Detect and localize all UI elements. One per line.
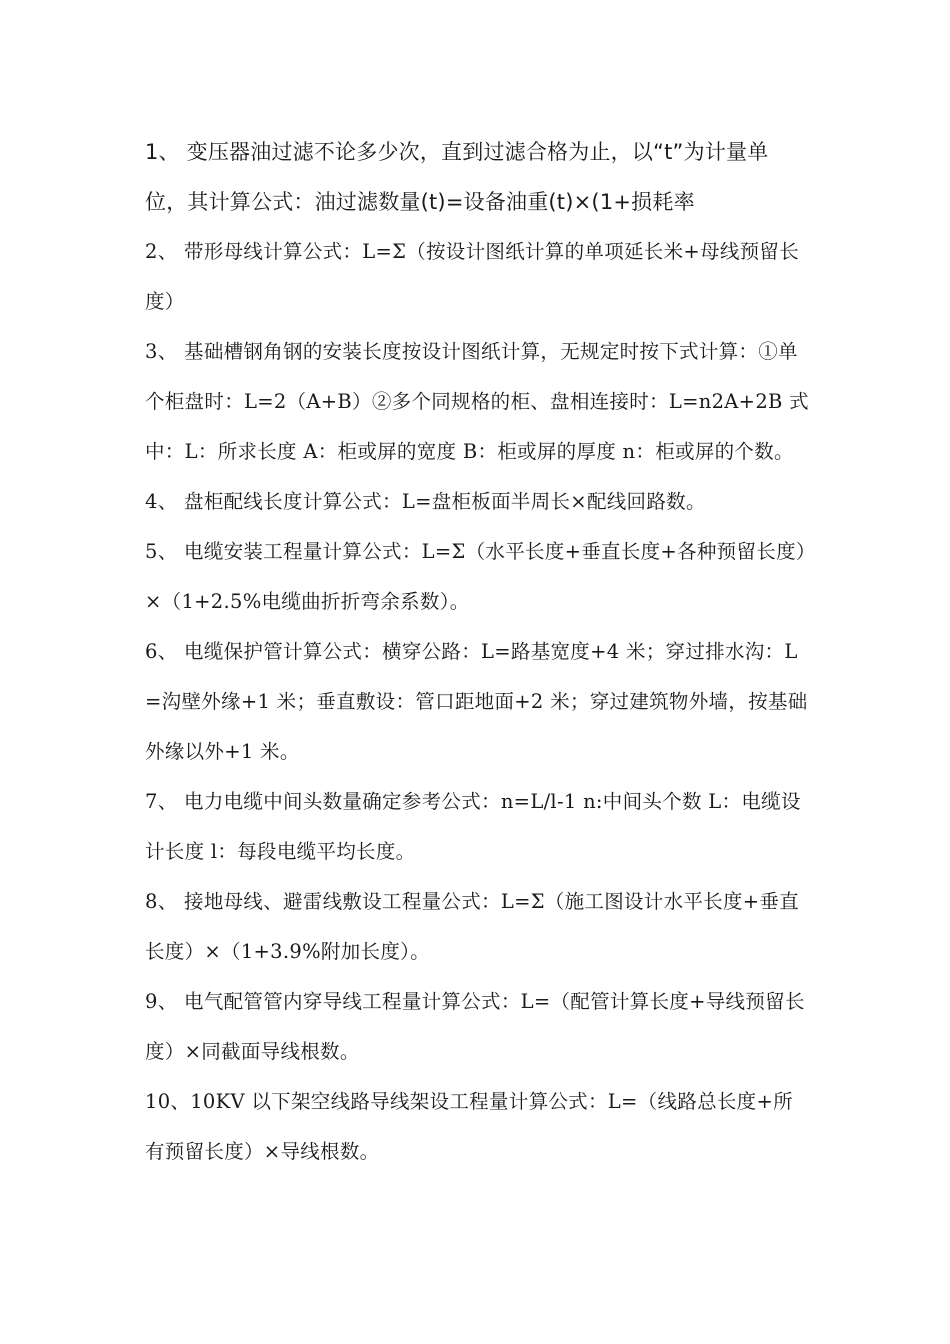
- paragraph-text: 接地母线、避雷线敷设工程量公式：L=Σ（施工图设计水平长度+垂直长度）×（1+3.9%附加长度）。: [145, 890, 800, 963]
- paragraph-1: [145, 127, 810, 227]
- paragraph-text: 电缆安装工程量计算公式：L=Σ（水平长度+垂直长度+各种预留长度）×（1+2.5%电缆曲折折弯余系数）。: [145, 540, 806, 613]
- paragraph-7: [145, 777, 810, 877]
- paragraph-text: 电缆保护管计算公式：横穿公路：L=路基宽度+4 米；穿过排水沟：L=沟壁外缘+1 米；垂直敷设：管口距地面+2 米；穿过建筑物外墙，按基础外缘以外+1 米。: [145, 640, 808, 763]
- paragraph-text: 带形母线计算公式：L=Σ（按设计图纸计算的单项延长米+母线预留长度）: [145, 240, 800, 313]
- paragraph-number: 6、: [145, 640, 185, 663]
- paragraph-number: 3、: [145, 340, 185, 363]
- paragraph-number: 8、: [145, 890, 185, 913]
- paragraph-number: 1、: [145, 140, 187, 164]
- paragraph-text: 电力电缆中间头数量确定参考公式：n=L/l-1 n:中间头个数 L：电缆设计长度 l：每段电缆平均长度。: [145, 790, 801, 863]
- paragraph-number: 7、: [145, 790, 185, 813]
- paragraph-3: [145, 327, 810, 477]
- paragraph-8: [145, 877, 810, 977]
- paragraph-6: [145, 627, 810, 777]
- paragraph-text: 10KV 以下架空线路导线架设工程量计算公式：L=（线路总长度+所有预留长度）×导线根数。: [145, 1090, 793, 1163]
- paragraph-4: [145, 477, 810, 527]
- paragraph-5: [145, 527, 810, 627]
- paragraph-text: 盘柜配线长度计算公式：L=盘柜板面半周长×配线回路数。: [184, 490, 706, 513]
- paragraph-2: [145, 227, 810, 327]
- paragraph-10: [145, 1077, 810, 1177]
- paragraph-number: 2、: [145, 240, 185, 263]
- paragraph-number: 5、: [145, 540, 185, 563]
- paragraph-text: 变压器油过滤不论多少次，直到过滤合格为止，以“t”为计量单位，其计算公式：油过滤数量(t)=设备油重(t)×(1+损耗率: [145, 140, 769, 214]
- paragraph-number: 4、: [145, 490, 185, 513]
- paragraph-9: [145, 977, 810, 1077]
- paragraph-text: 电气配管管内穿导线工程量计算公式：L=（配管计算长度+导线预留长度）×同截面导线根数。: [145, 990, 805, 1063]
- paragraph-text: 基础槽钢角钢的安装长度按设计图纸计算，无规定时按下式计算：①单个柜盘时：L=2（A+B）②多个同规格的柜、盘相连接时：L=n2A+2B 式中：L：所求长度 A：柜或屏的宽度 B：柜或屏的厚度 n：柜或屏的个数。: [145, 340, 809, 463]
- document-body: [145, 127, 810, 1177]
- paragraph-number: 10、: [145, 1090, 191, 1113]
- paragraph-number: 9、: [145, 990, 185, 1013]
